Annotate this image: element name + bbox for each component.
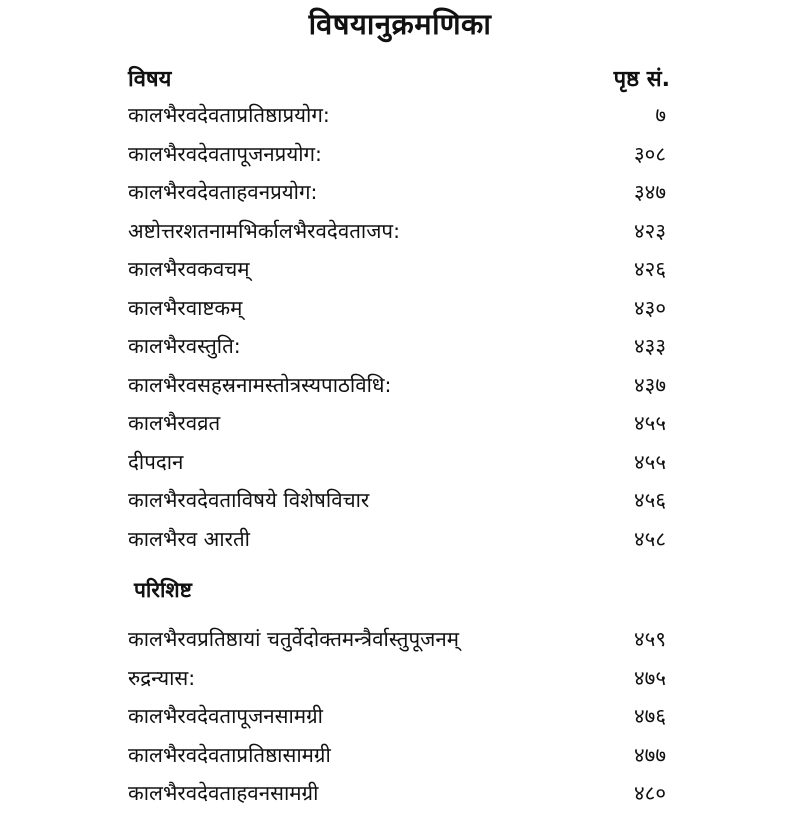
entry-topic: कालभैरवदेवताप्रतिष्ठासामग्री xyxy=(128,742,331,767)
entry-page-number: ३४७ xyxy=(634,180,666,205)
appendix-heading: परिशिष्ट xyxy=(134,578,192,602)
entry-page-number: ४७७ xyxy=(634,742,666,767)
entry-page-number: ४५५ xyxy=(634,449,666,474)
entry-page-number: ७ xyxy=(655,103,666,128)
column-header-row xyxy=(128,58,680,98)
entry-page-number: ४७६ xyxy=(634,704,666,729)
entry-topic: कालभैरवदेवताप्रतिष्ठाप्रयोग: xyxy=(128,103,330,128)
entry-topic: कालभैरवकवचम् xyxy=(128,257,250,282)
entry-topic: कालभैरवदेवताविषये विशेषविचार xyxy=(128,488,370,513)
entry-topic: कालभैरव आरती xyxy=(128,526,250,551)
entry-page-number: ३०८ xyxy=(634,141,666,166)
entry-page-number: ४५६ xyxy=(634,488,666,513)
entry-topic: कालभैरवप्रतिष्ठायां चतुर्वेदोक्तमन्त्रैर्वास्तुपूजनम् xyxy=(128,627,459,652)
entry-topic: कालभैरवाष्टकम् xyxy=(128,295,243,320)
entry-page-number: ४५५ xyxy=(634,411,666,436)
contents-entry xyxy=(128,481,680,520)
contents-entry xyxy=(128,212,680,251)
entry-topic: दीपदान xyxy=(128,449,184,474)
entry-page-number: ४२६ xyxy=(634,257,666,282)
entry-topic: कालभैरवस्तुति: xyxy=(128,334,241,359)
contents-entry xyxy=(128,173,680,212)
entry-topic: कालभैरवदेवतापूजनसामग्री xyxy=(128,704,323,729)
contents-entry xyxy=(128,443,680,482)
topic-column-header: विषय xyxy=(128,67,172,92)
entry-page-number: ४३० xyxy=(634,295,666,320)
appendix-entry xyxy=(128,659,680,698)
contents-list xyxy=(128,96,680,558)
contents-entry xyxy=(128,404,680,443)
entry-page-number: ४५८ xyxy=(634,526,666,551)
entry-topic: कालभैरवव्रत xyxy=(128,411,221,436)
contents-entry xyxy=(128,135,680,174)
contents-entry xyxy=(128,366,680,405)
page-title: विषयानुक्रमणिका xyxy=(308,7,492,41)
entry-page-number: ४७५ xyxy=(634,665,666,690)
entry-topic: कालभैरवदेवताहवनप्रयोग: xyxy=(128,180,318,205)
contents-entry xyxy=(128,289,680,328)
appendix-entry xyxy=(128,774,680,813)
entry-topic: कालभैरवसहस्रनामस्तोत्रस्यपाठविधि: xyxy=(128,372,392,397)
contents-entry xyxy=(128,520,680,559)
appendix-list xyxy=(128,620,680,813)
entry-page-number: ४५९ xyxy=(634,627,666,652)
entry-topic: कालभैरवदेवतापूजनप्रयोग: xyxy=(128,141,322,166)
entry-page-number: ४३३ xyxy=(634,334,666,359)
entry-page-number: ४३७ xyxy=(634,372,666,397)
contents-entry xyxy=(128,327,680,366)
page-column-header: पृष्ठ सं. xyxy=(613,67,670,92)
entry-page-number: ४८० xyxy=(634,781,666,806)
appendix-entry xyxy=(128,736,680,775)
contents-entry xyxy=(128,96,680,135)
contents-entry xyxy=(128,250,680,289)
entry-page-number: ४२३ xyxy=(634,218,666,243)
appendix-entry xyxy=(128,697,680,736)
entry-topic: रुद्रन्यास: xyxy=(128,665,196,690)
entry-topic: कालभैरवदेवताहवनसामग्री xyxy=(128,781,319,806)
entry-topic: अष्टोत्तरशतनामभिर्कालभैरवदेवताजप: xyxy=(128,218,400,243)
appendix-entry xyxy=(128,620,680,659)
